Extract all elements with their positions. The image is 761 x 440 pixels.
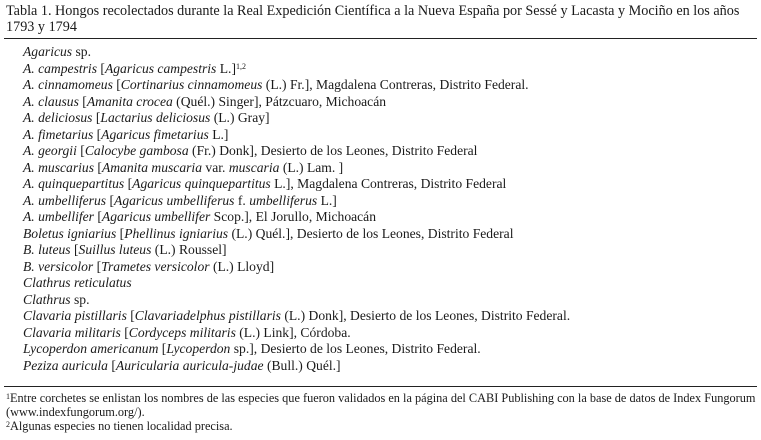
row-text: [	[97, 60, 105, 76]
taxon-name: A. umbelliferus	[23, 192, 107, 208]
footnote	[6, 391, 756, 419]
row-text: (L.) Lam. ]	[279, 159, 344, 175]
taxon-name: Peziza auricula	[23, 357, 108, 373]
taxon-name: Phellinus igniarius	[124, 225, 229, 241]
species-row	[23, 193, 753, 210]
row-text: (L.) Fr.], Magdalena Contreras, Distrito Federal.	[262, 77, 529, 92]
species-row	[23, 110, 753, 127]
table-caption: Tabla 1. Hongos recolectados durante la Real Expedición Científica a la Nueva España por Sessé y Lacasta y Mociño en los años 1793 y 1794	[6, 3, 740, 35]
taxon-name: Boletus igniarius	[23, 225, 117, 241]
row-text: (Fr.) Donk], Desierto de los Leones, Distrito Federal	[188, 143, 478, 158]
taxon-name: Clavariadelphus pistillaris	[134, 308, 281, 323]
row-text: [	[106, 192, 115, 208]
row-text: [	[76, 143, 85, 158]
taxon-name: Cortinarius cinnamomeus	[120, 77, 263, 92]
taxon-name: B. versicolor	[23, 258, 94, 274]
taxon-name: Clathrus	[23, 291, 71, 307]
species-row	[23, 275, 753, 292]
species-row	[23, 341, 753, 358]
row-text: L.]	[208, 126, 229, 142]
row-text: sp.	[72, 44, 91, 59]
row-text: [	[107, 357, 116, 373]
taxon-name: Lycoperdon	[166, 341, 231, 356]
taxon-name: Clathrus reticulatus	[23, 275, 132, 290]
taxon-name: Lactarius deliciosus	[100, 110, 211, 125]
row-text: (L.) Donk], Desierto de los Leones, Distrito Federal.	[280, 308, 571, 323]
taxon-name: A. clausus	[23, 93, 79, 109]
row-text: L.]	[216, 60, 236, 76]
species-row	[23, 226, 753, 243]
taxon-name: A. campestris	[23, 60, 98, 76]
species-row	[23, 358, 753, 375]
row-text: [	[93, 258, 102, 274]
row-text: [	[120, 324, 129, 340]
footnote-text: Entre corchetes se enlistan los nombres de las especies que fueron validados en la página del CABI Publishing con la base de datos de Index Fungorum (www.indexfungorum.org/).	[6, 391, 756, 420]
row-text: var.	[202, 159, 229, 175]
taxon-name: Auricularia auricula-judae	[115, 357, 264, 373]
taxon-name: A. umbellifer	[23, 209, 94, 224]
taxon-name: umbelliferus	[249, 192, 318, 208]
taxon-name: Clavaria militaris	[23, 324, 121, 340]
species-row	[23, 94, 753, 111]
taxon-name: A. cinnamomeus	[23, 77, 113, 92]
species-row	[23, 292, 753, 309]
footnote-mark: 1	[6, 392, 10, 401]
taxon-name: Agaricus fimetarius	[101, 126, 209, 142]
species-list	[23, 44, 753, 374]
taxon-name: Suillus luteus	[78, 242, 152, 257]
row-text: (Bull.) Quél.]	[263, 357, 341, 373]
taxon-name: Clavaria pistillaris	[23, 308, 127, 323]
footnote-text: Algunas especies no tienen localidad precisa.	[10, 419, 233, 434]
species-row	[23, 143, 753, 160]
taxon-name: Agaricus quinquepartitus	[132, 176, 271, 191]
row-text: sp.	[70, 291, 90, 307]
footnotes	[6, 391, 756, 434]
taxon-name: A. muscarius	[23, 159, 94, 175]
species-row	[23, 44, 753, 61]
taxon-name: Amanita crocea	[86, 93, 173, 109]
top-rule	[4, 38, 757, 39]
taxon-name: muscaria	[228, 159, 280, 175]
taxon-name: Cordyceps militaris	[128, 324, 236, 340]
row-text: [	[92, 110, 101, 125]
footnote-ref: 1,2	[235, 61, 246, 71]
taxon-name: Agaricus	[23, 44, 73, 59]
species-row	[23, 176, 753, 193]
row-text: L.]	[317, 192, 337, 208]
row-text: (Quél.) Singer], Pátzcuaro, Michoacán	[172, 93, 387, 109]
species-row	[23, 160, 753, 177]
footnote	[6, 419, 756, 433]
row-text: [	[78, 93, 87, 109]
species-row	[23, 127, 753, 144]
taxon-name: A. fimetarius	[23, 126, 94, 142]
taxon-name: Trametes versicolor	[101, 258, 210, 274]
row-text: sp.], Desierto de los Leones, Distrito Federal.	[230, 341, 481, 356]
row-text: (L.) Roussel]	[151, 242, 227, 257]
taxon-name: A. deliciosus	[23, 110, 93, 125]
row-text: [	[93, 209, 102, 224]
taxon-name: Lycoperdon americanum	[23, 341, 159, 356]
species-row	[23, 325, 753, 342]
species-row	[23, 77, 753, 94]
footnote-mark: 2	[6, 420, 10, 430]
row-text: (L.) Link], Córdoba.	[235, 324, 351, 340]
row-text: (L.) Lloyd]	[209, 258, 275, 274]
row-text: [	[93, 126, 102, 142]
taxon-name: B. luteus	[23, 242, 71, 257]
species-row	[23, 209, 753, 226]
row-text: (L.) Quél.], Desierto de los Leones, Distrito Federal	[228, 225, 514, 241]
row-text: [	[116, 225, 125, 241]
species-row	[23, 242, 753, 259]
species-row	[23, 259, 753, 276]
taxon-name: A. georgii	[23, 143, 77, 158]
row-text: Scop.], El Jorullo, Michoacán	[210, 209, 377, 224]
row-text: f.	[234, 192, 250, 208]
bottom-rule	[4, 386, 757, 387]
taxon-name: A. quinquepartitus	[23, 176, 125, 191]
taxon-name: Agaricus umbellifer	[101, 209, 211, 224]
species-row	[23, 308, 753, 325]
taxon-name: Amanita muscaria	[101, 159, 202, 175]
taxon-name: Agaricus umbelliferus	[114, 192, 235, 208]
row-text: [	[158, 341, 167, 356]
taxon-name: Agaricus campestris	[104, 60, 217, 76]
row-text: [	[126, 308, 135, 323]
row-text: [	[70, 242, 79, 257]
row-text: L.], Magdalena Contreras, Distrito Federal	[270, 176, 507, 191]
row-text: (L.) Gray]	[210, 110, 270, 125]
taxon-name: Calocybe gambosa	[84, 143, 189, 158]
row-text: [	[124, 176, 133, 191]
row-text: [	[94, 159, 102, 175]
species-row	[23, 61, 753, 78]
row-text: [	[112, 77, 121, 92]
